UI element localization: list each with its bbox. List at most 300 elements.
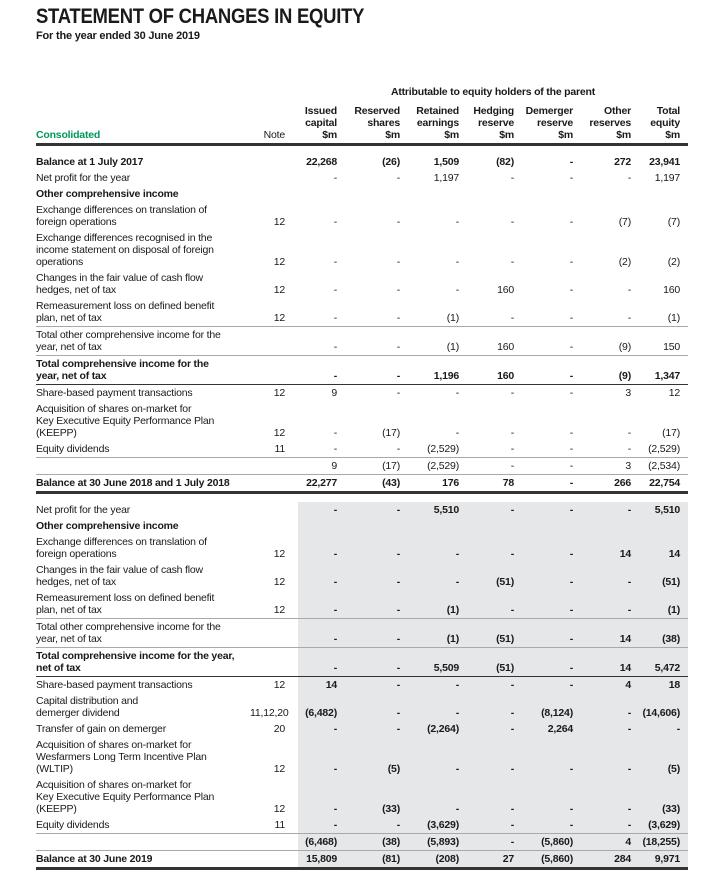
cell-demerger-reserve: - xyxy=(569,256,573,268)
table-row xyxy=(36,298,688,326)
cell-retained-earnings: - xyxy=(408,737,467,777)
row-note: 11 xyxy=(274,819,285,831)
cell-hedging-reserve: - xyxy=(510,387,514,399)
row-label: Changes in the fair value of cash flow hedges, net of tax xyxy=(36,564,203,588)
cell-issued-capital: - xyxy=(298,777,345,817)
table-row xyxy=(36,817,688,833)
cell-demerger-reserve: - xyxy=(522,619,581,647)
cell-total-equity: 160 xyxy=(663,284,680,296)
cell-demerger-reserve: 2,264 xyxy=(522,721,581,737)
cell-issued-capital: - xyxy=(298,590,345,618)
cell-issued-capital xyxy=(298,518,345,534)
cell-total-equity: 23,941 xyxy=(649,156,680,168)
table-row xyxy=(36,721,688,737)
cell-hedging-reserve: (51) xyxy=(467,648,522,676)
cell-other-reserves: (2) xyxy=(618,256,631,268)
cell-other-reserves xyxy=(581,518,639,534)
row-note xyxy=(250,166,298,170)
row-label xyxy=(36,846,250,850)
cell-reserved-shares: - xyxy=(396,216,400,228)
cell-retained-earnings: (5,893) xyxy=(408,834,467,850)
cell-hedging-reserve: - xyxy=(510,172,514,184)
cell-total-equity: (2) xyxy=(667,256,680,268)
table-row xyxy=(36,590,688,618)
row-note: 11 xyxy=(274,443,285,455)
cell-reserved-shares: (17) xyxy=(382,460,400,472)
cell-demerger-reserve: - xyxy=(569,370,573,382)
cell-hedging-reserve: - xyxy=(467,677,522,693)
cell-total-equity: 14 xyxy=(639,534,688,562)
cell-issued-capital: 15,809 xyxy=(298,851,345,867)
row-label: Balance at 30 June 2019 xyxy=(36,853,153,865)
cell-issued-capital: - xyxy=(298,737,345,777)
cell-retained-earnings: (1) xyxy=(446,341,459,353)
cell-other-reserves: 3 xyxy=(625,387,631,399)
cell-issued-capital: - xyxy=(298,619,345,647)
row-note xyxy=(250,198,298,202)
cell-retained-earnings: (2,529) xyxy=(427,443,459,455)
cell-reserved-shares: (26) xyxy=(382,156,400,168)
cell-demerger-reserve: - xyxy=(522,562,581,590)
section-heading-row xyxy=(36,186,688,202)
cell-other-reserves: 284 xyxy=(581,851,639,867)
cell-issued-capital: 9 xyxy=(331,460,337,472)
cell-other-reserves: - xyxy=(581,562,639,590)
cell-reserved-shares: - xyxy=(345,502,408,518)
cell-other-reserves: - xyxy=(627,172,631,184)
row-label: Equity dividends xyxy=(36,443,110,455)
cell-hedging-reserve: - xyxy=(467,817,522,833)
row-label: Net profit for the year xyxy=(36,172,131,184)
cell-issued-capital: - xyxy=(298,534,345,562)
cell-retained-earnings: 5,510 xyxy=(408,502,467,518)
cell-total-equity: (2,529) xyxy=(648,443,680,455)
cell-retained-earnings: - xyxy=(408,677,467,693)
cell-reserved-shares xyxy=(345,186,408,202)
cell-retained-earnings: (2,529) xyxy=(427,460,459,472)
cell-retained-earnings: (2,264) xyxy=(408,721,467,737)
cell-total-equity: 18 xyxy=(639,677,688,693)
table-row xyxy=(36,562,688,590)
cell-reserved-shares: - xyxy=(396,443,400,455)
cell-retained-earnings: (208) xyxy=(408,851,467,867)
cell-retained-earnings: - xyxy=(455,427,459,439)
table-row xyxy=(36,693,688,721)
cell-reserved-shares: (43) xyxy=(382,477,400,489)
cell-other-reserves: (7) xyxy=(618,216,631,228)
cell-total-equity: (7) xyxy=(667,216,680,228)
cell-reserved-shares: (38) xyxy=(345,834,408,850)
cell-issued-capital xyxy=(298,186,345,202)
cell-issued-capital: - xyxy=(298,648,345,676)
row-label: Share-based payment transactions xyxy=(36,387,193,399)
cell-hedging-reserve: - xyxy=(467,721,522,737)
row-note: 12 xyxy=(273,604,285,616)
cell-retained-earnings: - xyxy=(455,387,459,399)
cell-hedging-reserve: - xyxy=(467,590,522,618)
cell-issued-capital: 22,277 xyxy=(306,477,337,489)
cell-total-equity: 9,971 xyxy=(639,851,688,867)
cell-reserved-shares: - xyxy=(345,677,408,693)
equity-table xyxy=(36,103,688,870)
cell-retained-earnings: - xyxy=(408,562,467,590)
cell-total-equity: 1,197 xyxy=(654,172,680,184)
cell-issued-capital: - xyxy=(333,341,337,353)
header-reserved-shares: Reserved shares $m xyxy=(354,105,400,141)
row-label: Remeasurement loss on defined benefit plan, net of tax xyxy=(36,592,215,616)
cell-reserved-shares: (33) xyxy=(345,777,408,817)
cell-hedging-reserve: - xyxy=(510,443,514,455)
cell-demerger-reserve: - xyxy=(569,477,573,489)
table-row xyxy=(36,326,688,355)
row-note: 12 xyxy=(273,312,285,324)
row-spacer xyxy=(36,146,688,154)
cell-hedging-reserve: - xyxy=(510,460,514,472)
row-label: Acquisition of shares on-market for Wesfarmers Long Term Incentive Plan (WLTIP) xyxy=(36,739,207,775)
table-row xyxy=(36,202,688,230)
cell-demerger-reserve: - xyxy=(569,341,573,353)
table-row xyxy=(36,441,688,457)
cell-demerger-reserve: - xyxy=(522,817,581,833)
cell-demerger-reserve: (8,124) xyxy=(522,693,581,721)
table-row xyxy=(36,618,688,647)
cell-issued-capital: - xyxy=(298,817,345,833)
cell-reserved-shares: - xyxy=(345,562,408,590)
row-label: Balance at 1 July 2017 xyxy=(36,156,144,168)
row-label: Acquisition of shares on-market for Key Executive Equity Performance Plan (KEEPP) xyxy=(36,403,215,439)
header-demerger-reserve: Demerger reserve $m xyxy=(525,105,573,141)
cell-other-reserves: (9) xyxy=(618,341,631,353)
cell-retained-earnings xyxy=(408,518,467,534)
row-note xyxy=(250,863,298,867)
cell-hedging-reserve: - xyxy=(510,216,514,228)
total-row xyxy=(36,850,688,870)
cell-other-reserves: 4 xyxy=(581,834,639,850)
header-other-reserves: Other reserves $m xyxy=(589,105,631,141)
cell-retained-earnings: (1) xyxy=(446,312,459,324)
row-label: Acquisition of shares on-market for Key Executive Equity Performance Plan (KEEPP) xyxy=(36,779,215,815)
cell-reserved-shares: - xyxy=(345,721,408,737)
cell-other-reserves: 4 xyxy=(581,677,639,693)
cell-demerger-reserve: - xyxy=(522,590,581,618)
cell-hedging-reserve: - xyxy=(510,256,514,268)
row-note: 20 xyxy=(273,723,285,735)
cell-hedging-reserve xyxy=(467,518,522,534)
cell-total-equity: (14,606) xyxy=(639,693,688,721)
total-row xyxy=(36,154,688,170)
cell-total-equity: (18,255) xyxy=(639,834,688,850)
cell-reserved-shares: - xyxy=(345,817,408,833)
cell-other-reserves: - xyxy=(581,693,639,721)
cell-retained-earnings: (1) xyxy=(408,619,467,647)
header-hedging-reserve: Hedging reserve $m xyxy=(473,105,514,141)
row-label: Net profit for the year xyxy=(36,504,131,516)
cell-issued-capital: - xyxy=(298,502,345,518)
total-row xyxy=(36,355,688,384)
cell-issued-capital: - xyxy=(333,370,337,382)
row-label: Total other comprehensive income for the year, net of tax xyxy=(36,329,221,353)
cell-retained-earnings: - xyxy=(408,693,467,721)
cell-retained-earnings: 1,509 xyxy=(433,156,459,168)
cell-hedging-reserve: - xyxy=(467,777,522,817)
cell-other-reserves: 266 xyxy=(614,477,631,489)
cell-demerger-reserve: - xyxy=(522,534,581,562)
row-label: Other comprehensive income xyxy=(36,188,179,200)
cell-hedging-reserve: - xyxy=(467,534,522,562)
row-note xyxy=(250,514,298,518)
cell-reserved-shares: - xyxy=(345,648,408,676)
cell-reserved-shares: - xyxy=(396,312,400,324)
cell-total-equity xyxy=(639,186,688,202)
total-row xyxy=(36,647,688,676)
row-note: 12 xyxy=(273,763,285,775)
cell-other-reserves: 14 xyxy=(581,534,639,562)
row-note: 12 xyxy=(273,387,285,399)
cell-other-reserves: (9) xyxy=(618,370,631,382)
cell-retained-earnings: - xyxy=(408,777,467,817)
row-note xyxy=(250,351,298,355)
cell-reserved-shares: - xyxy=(345,534,408,562)
row-label: Share-based payment transactions xyxy=(36,679,193,691)
cell-other-reserves: 3 xyxy=(625,460,631,472)
cell-reserved-shares: - xyxy=(396,284,400,296)
row-label: Total comprehensive income for the year, net of tax xyxy=(36,358,209,382)
cell-issued-capital: (6,468) xyxy=(298,834,345,850)
row-note xyxy=(250,672,298,676)
row-label: Exchange differences recognised in the income statement on disposal of foreign operations xyxy=(36,232,214,268)
row-note: 12 xyxy=(273,256,285,268)
table-row xyxy=(36,384,688,401)
cell-total-equity: 1,347 xyxy=(654,370,680,382)
table-row xyxy=(36,230,688,270)
cell-total-equity xyxy=(639,518,688,534)
cell-issued-capital: - xyxy=(333,312,337,324)
row-label: Balance at 30 June 2018 and 1 July 2018 xyxy=(36,477,230,489)
table-row xyxy=(36,737,688,777)
cell-hedging-reserve: (51) xyxy=(467,562,522,590)
cell-other-reserves: - xyxy=(627,443,631,455)
row-note: 11,12,20 xyxy=(250,707,289,719)
table-row xyxy=(36,401,688,441)
cell-issued-capital: - xyxy=(298,721,345,737)
cell-hedging-reserve: - xyxy=(510,312,514,324)
cell-other-reserves: - xyxy=(627,427,631,439)
cell-hedging-reserve: 160 xyxy=(497,341,514,353)
row-note: 12 xyxy=(273,548,285,560)
cell-hedging-reserve: (82) xyxy=(496,156,514,168)
cell-total-equity: (1) xyxy=(667,312,680,324)
row-note xyxy=(250,846,298,850)
cell-demerger-reserve: - xyxy=(522,648,581,676)
row-label: Total comprehensive income for the year, net of tax xyxy=(36,650,235,674)
cell-demerger-reserve: - xyxy=(569,216,573,228)
cell-hedging-reserve: - xyxy=(467,834,522,850)
cell-demerger-reserve: - xyxy=(569,427,573,439)
cell-reserved-shares: - xyxy=(396,172,400,184)
cell-other-reserves: - xyxy=(581,817,639,833)
row-label: Changes in the fair value of cash flow hedges, net of tax xyxy=(36,272,203,296)
row-note xyxy=(250,380,298,384)
cell-other-reserves xyxy=(581,186,639,202)
cell-retained-earnings: (3,629) xyxy=(408,817,467,833)
row-label: Other comprehensive income xyxy=(36,520,179,532)
header-note: Note xyxy=(263,129,285,141)
cell-demerger-reserve: - xyxy=(569,387,573,399)
cell-retained-earnings: 176 xyxy=(442,477,459,489)
cell-demerger-reserve: (5,860) xyxy=(522,834,581,850)
cell-reserved-shares: - xyxy=(396,387,400,399)
cell-total-equity: (17) xyxy=(662,427,680,439)
cell-retained-earnings xyxy=(408,186,467,202)
total-row xyxy=(36,474,688,494)
cell-demerger-reserve: - xyxy=(522,777,581,817)
cell-retained-earnings: - xyxy=(455,284,459,296)
cell-other-reserves: 14 xyxy=(581,648,639,676)
header-issued-capital: Issued capital $m xyxy=(304,105,337,141)
cell-reserved-shares: - xyxy=(396,256,400,268)
cell-hedging-reserve: (51) xyxy=(467,619,522,647)
cell-issued-capital: - xyxy=(333,172,337,184)
row-note: 12 xyxy=(273,216,285,228)
cell-demerger-reserve: - xyxy=(569,156,573,168)
cell-total-equity: 12 xyxy=(668,387,680,399)
cell-issued-capital: 22,268 xyxy=(306,156,337,168)
cell-reserved-shares: - xyxy=(345,590,408,618)
cell-retained-earnings: - xyxy=(455,256,459,268)
cell-total-equity: 5,472 xyxy=(639,648,688,676)
page-title: STATEMENT OF CHANGES IN EQUITY xyxy=(36,5,365,28)
header-total-equity: Total equity $m xyxy=(650,105,680,141)
cell-reserved-shares: (5) xyxy=(345,737,408,777)
cell-issued-capital: 14 xyxy=(298,677,345,693)
attributable-heading: Attributable to equity holders of the parent xyxy=(390,86,596,98)
cell-demerger-reserve: - xyxy=(522,737,581,777)
cell-reserved-shares: - xyxy=(345,693,408,721)
cell-issued-capital: - xyxy=(333,284,337,296)
table-row xyxy=(36,833,688,850)
row-label xyxy=(36,470,250,474)
cell-issued-capital: - xyxy=(333,216,337,228)
table-row xyxy=(36,170,688,186)
row-label: Equity dividends xyxy=(36,819,110,831)
section-heading-row xyxy=(36,518,688,534)
cell-hedging-reserve: 27 xyxy=(467,851,522,867)
table-row xyxy=(36,777,688,817)
cell-total-equity: - xyxy=(639,721,688,737)
row-label: Total other comprehensive income for the year, net of tax xyxy=(36,621,221,645)
cell-retained-earnings: - xyxy=(455,216,459,228)
cell-total-equity: (51) xyxy=(639,562,688,590)
cell-issued-capital: - xyxy=(333,256,337,268)
row-note: 12 xyxy=(273,803,285,815)
cell-hedging-reserve: 160 xyxy=(497,370,514,382)
row-note: 12 xyxy=(273,679,285,691)
cell-demerger-reserve xyxy=(522,186,581,202)
cell-other-reserves: - xyxy=(581,721,639,737)
row-label: Exchange differences on translation of foreign operations xyxy=(36,536,207,560)
cell-other-reserves: - xyxy=(581,590,639,618)
cell-other-reserves: - xyxy=(627,312,631,324)
cell-retained-earnings: - xyxy=(408,534,467,562)
row-spacer xyxy=(36,494,688,502)
cell-total-equity: 150 xyxy=(663,341,680,353)
cell-other-reserves: 14 xyxy=(581,619,639,647)
cell-other-reserves: - xyxy=(581,737,639,777)
row-note xyxy=(250,487,298,491)
cell-reserved-shares: - xyxy=(396,341,400,353)
cell-demerger-reserve: - xyxy=(569,443,573,455)
table-row xyxy=(36,457,688,474)
cell-hedging-reserve: - xyxy=(467,502,522,518)
cell-hedging-reserve xyxy=(467,186,522,202)
cell-total-equity: (1) xyxy=(639,590,688,618)
cell-demerger-reserve: - xyxy=(569,312,573,324)
cell-demerger-reserve: - xyxy=(522,677,581,693)
cell-hedging-reserve: - xyxy=(467,737,522,777)
row-label: Exchange differences on translation of foreign operations xyxy=(36,204,207,228)
cell-total-equity: (3,629) xyxy=(639,817,688,833)
cell-other-reserves: - xyxy=(627,284,631,296)
row-note: 12 xyxy=(273,576,285,588)
row-note xyxy=(250,182,298,186)
table-row xyxy=(36,270,688,298)
cell-total-equity: 22,754 xyxy=(649,477,680,489)
header-consolidated: Consolidated xyxy=(36,129,101,141)
cell-other-reserves: 272 xyxy=(614,156,631,168)
cell-hedging-reserve: - xyxy=(510,427,514,439)
cell-demerger-reserve: (5,860) xyxy=(522,851,581,867)
row-note: 12 xyxy=(273,427,285,439)
row-label: Transfer of gain on demerger xyxy=(36,723,166,735)
cell-issued-capital: (6,482) xyxy=(298,693,345,721)
cell-retained-earnings: (1) xyxy=(408,590,467,618)
cell-demerger-reserve: - xyxy=(569,460,573,472)
row-note xyxy=(250,643,298,647)
row-label: Remeasurement loss on defined benefit plan, net of tax xyxy=(36,300,215,324)
row-note: 12 xyxy=(273,284,285,296)
cell-reserved-shares: (17) xyxy=(382,427,400,439)
row-note xyxy=(250,470,298,474)
cell-issued-capital: - xyxy=(333,427,337,439)
cell-reserved-shares: (81) xyxy=(345,851,408,867)
cell-reserved-shares: - xyxy=(396,370,400,382)
table-row xyxy=(36,502,688,518)
cell-reserved-shares xyxy=(345,518,408,534)
cell-total-equity: (33) xyxy=(639,777,688,817)
cell-hedging-reserve: 78 xyxy=(502,477,514,489)
cell-demerger-reserve xyxy=(522,518,581,534)
cell-issued-capital: - xyxy=(333,443,337,455)
cell-retained-earnings: 1,196 xyxy=(433,370,459,382)
cell-demerger-reserve: - xyxy=(522,502,581,518)
page-subtitle: For the year ended 30 June 2019 xyxy=(36,30,200,42)
table-row xyxy=(36,676,688,693)
table-header xyxy=(36,103,688,146)
cell-demerger-reserve: - xyxy=(569,284,573,296)
cell-issued-capital: - xyxy=(298,562,345,590)
cell-other-reserves: - xyxy=(581,502,639,518)
table-row xyxy=(36,534,688,562)
row-note xyxy=(250,530,298,534)
cell-total-equity: (5) xyxy=(639,737,688,777)
cell-retained-earnings: 1,197 xyxy=(433,172,459,184)
cell-total-equity: (2,534) xyxy=(648,460,680,472)
cell-demerger-reserve: - xyxy=(569,172,573,184)
cell-hedging-reserve: - xyxy=(467,693,522,721)
header-retained-earnings: Retained earnings $m xyxy=(416,105,459,141)
cell-reserved-shares: - xyxy=(345,619,408,647)
cell-total-equity: (38) xyxy=(639,619,688,647)
